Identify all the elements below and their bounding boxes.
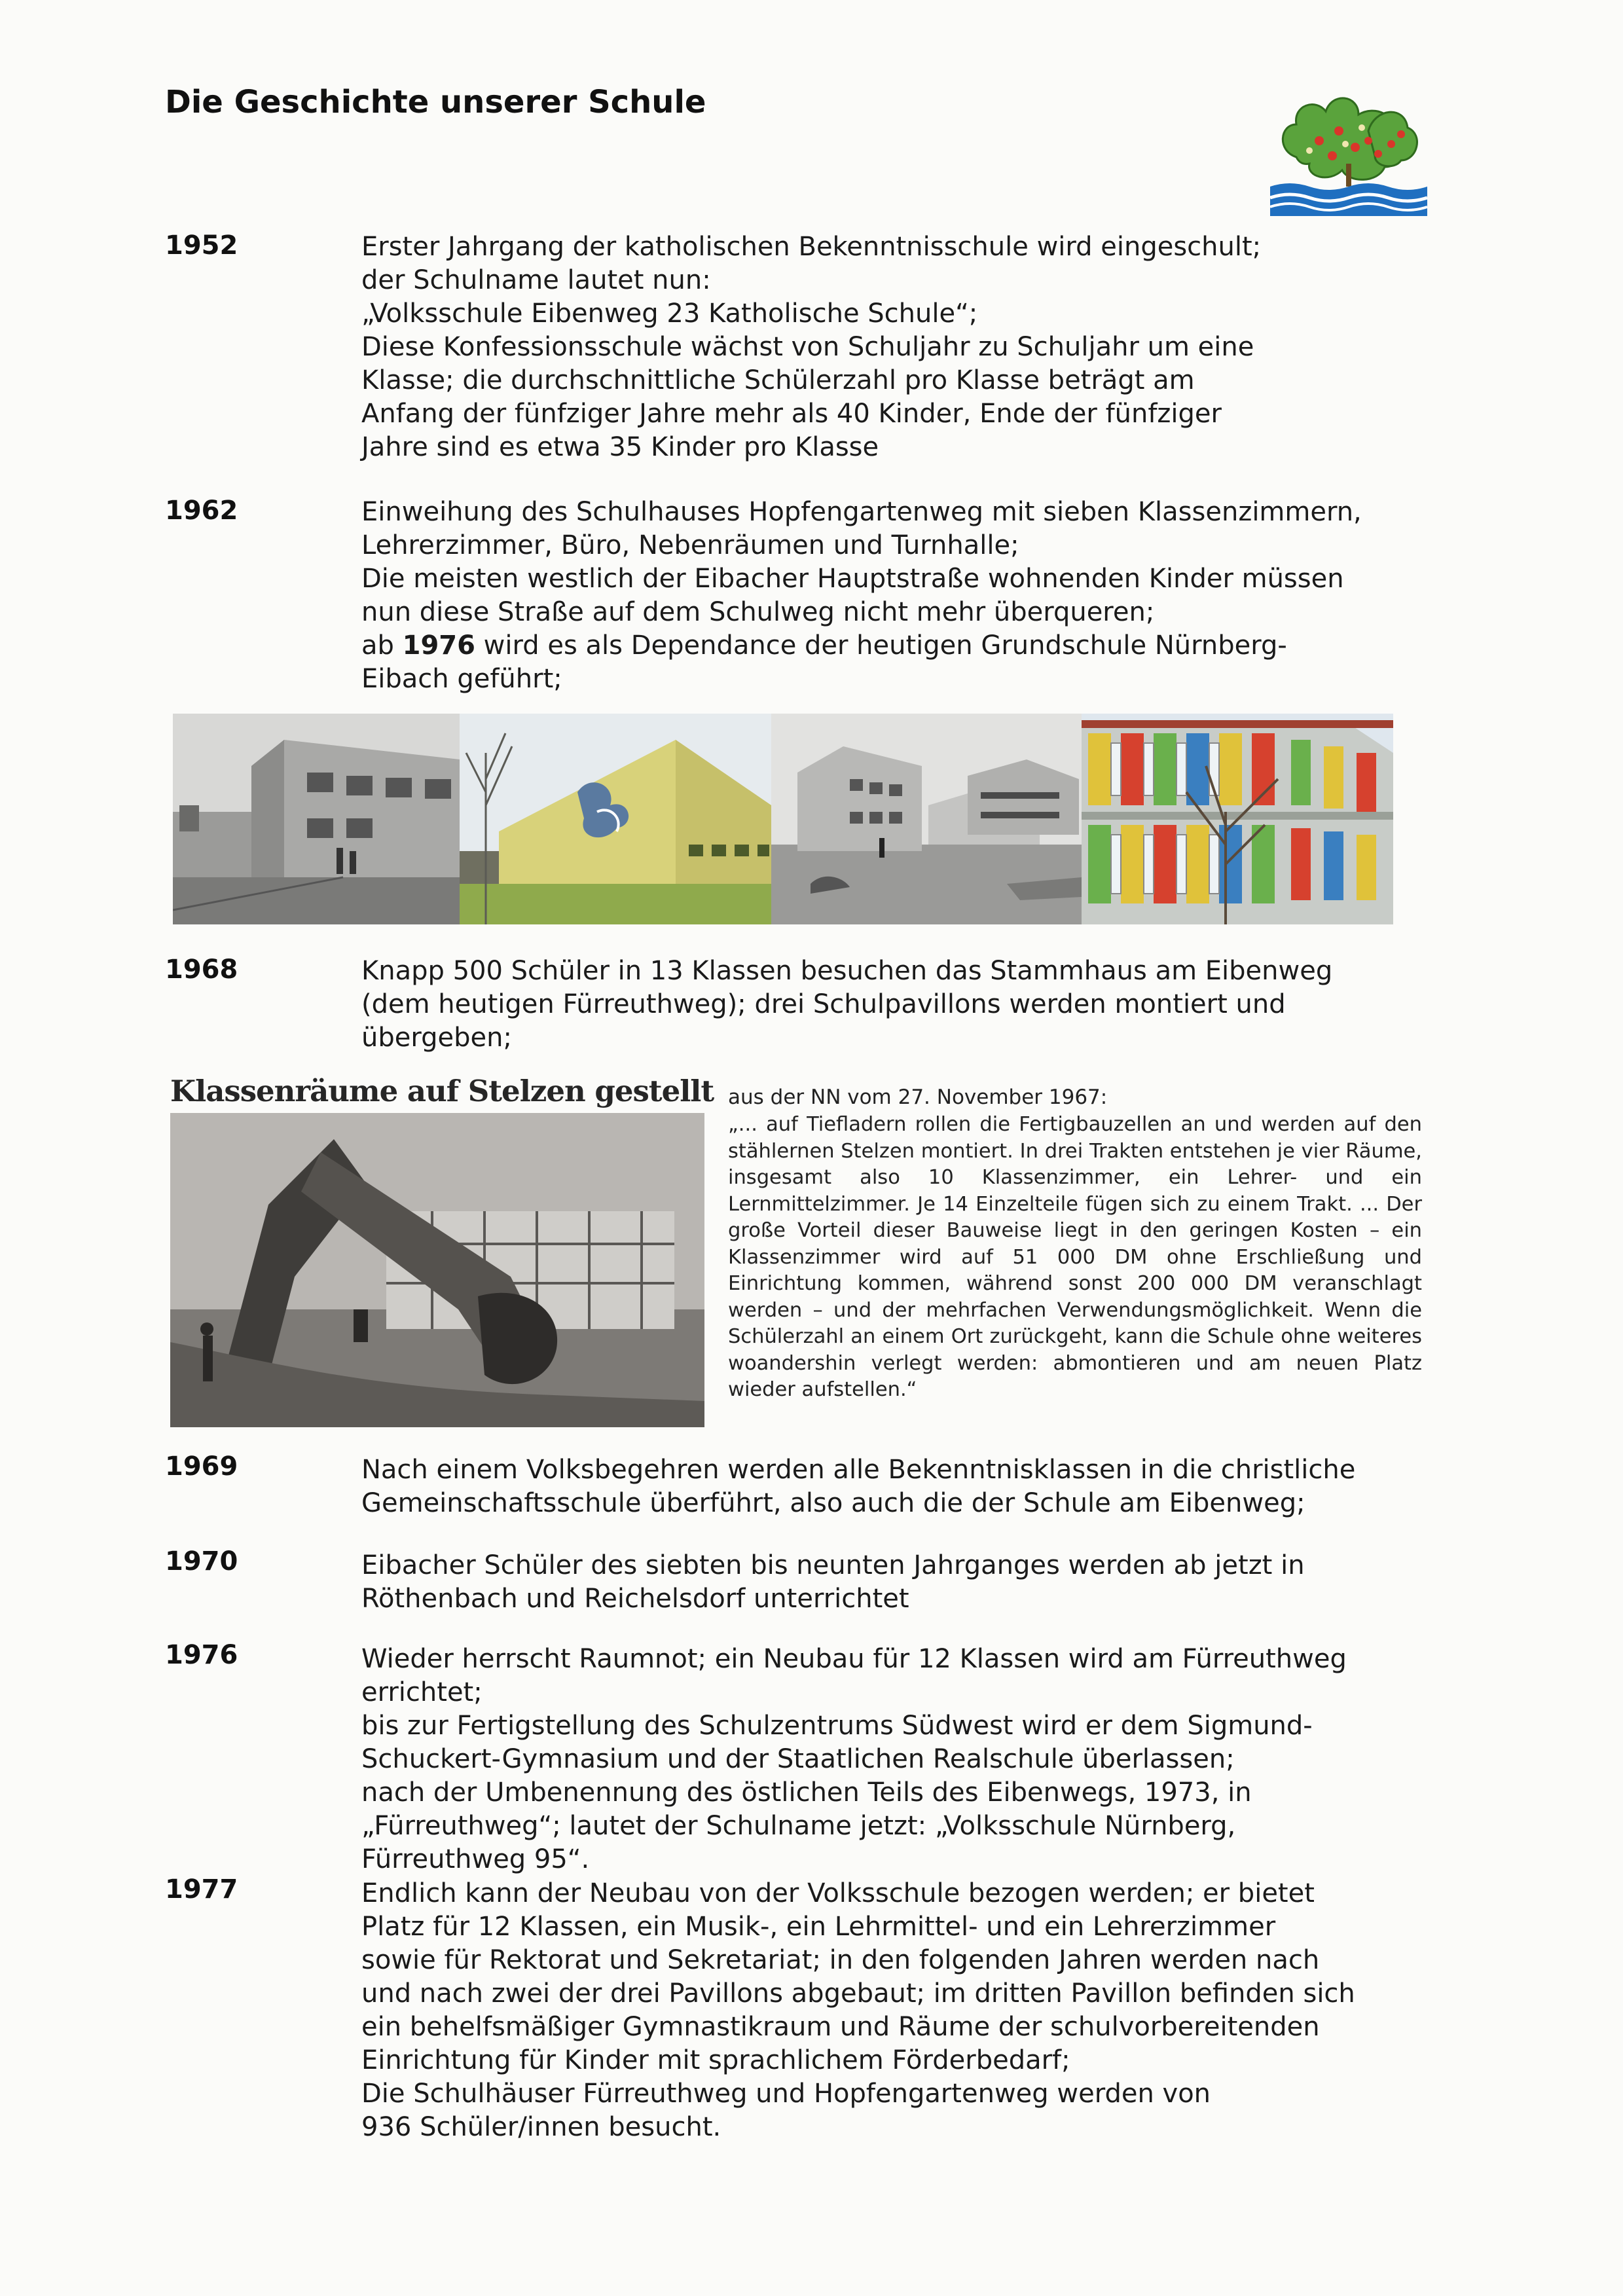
bold-year: 1976 [402, 630, 475, 661]
entry-line: „Volksschule Eibenweg 23 Katholische Schule“; [361, 299, 978, 329]
entry-line: nun diese Straße auf dem Schulweg nicht mehr überqueren; [361, 597, 1155, 627]
entry-line: (dem heutigen Fürreuthweg); drei Schulpavillons werden montiert und [361, 989, 1286, 1019]
entry-1976-text [361, 1643, 1422, 1876]
entry-line: Schuckert-Gymnasium und der Staatlichen Realschule überlassen; [361, 1744, 1235, 1774]
entry-line [361, 629, 1422, 663]
tree-on-water-logo-icon [1270, 79, 1427, 216]
entry-line: Gemeinschaftsschule überführt, also auch die der Schule am Eibenweg; [361, 1488, 1305, 1518]
entry-line: 936 Schüler/innen besucht. [361, 2112, 721, 2142]
entry-1977-text [361, 1877, 1422, 2144]
entry-line: Wieder herrscht Raumnot; ein Neubau für 12 Klassen wird am Fürreuthweg [361, 1644, 1347, 1674]
entry-line: Erster Jahrgang der katholischen Bekenntnisschule wird eingeschult; [361, 232, 1262, 262]
entry-1968-text [361, 955, 1422, 1055]
entry-line: bis zur Fertigstellung des Schulzentrums Südwest wird er dem Sigmund- [361, 1711, 1313, 1741]
entry-line: Klasse; die durchschnittliche Schülerzahl pro Klasse beträgt am [361, 365, 1195, 395]
entry-line: ein behelfsmäßiger Gymnastikraum und Räume der schulvorbereitenden [361, 2012, 1320, 2042]
entry-line: Eibach geführt; [361, 664, 562, 694]
entry-line: und nach zwei der drei Pavillons abgebaut; im dritten Pavillon befinden sich [361, 1978, 1355, 2009]
entry-line: Einweihung des Schulhauses Hopfengartenweg mit sieben Klassenzimmern, [361, 497, 1362, 527]
entry-line: Fürreuthweg 95“. [361, 1844, 590, 1874]
entry-line: Eibacher Schüler des siebten bis neunten Jahrganges werden ab jetzt in [361, 1550, 1305, 1580]
entry-line: errichtet; [361, 1677, 483, 1707]
entry-line: Endlich kann der Neubau von der Volksschule bezogen werden; er bietet [361, 1878, 1315, 1908]
entry-1962-text [361, 496, 1422, 696]
entry-line: Einrichtung für Kinder mit sprachlichem Förderbedarf; [361, 2045, 1070, 2075]
year-1952: 1952 [165, 230, 238, 261]
entry-line: übergeben; [361, 1023, 512, 1053]
year-1962: 1962 [165, 496, 238, 526]
entry-1970-text [361, 1549, 1422, 1616]
year-1977: 1977 [165, 1874, 238, 1904]
school-facade-mural-photo [460, 714, 771, 924]
entry-line: der Schulname lautet nun: [361, 265, 711, 295]
school-campus-bw-photo [771, 714, 1082, 924]
entry-line: Knapp 500 Schüler in 13 Klassen besuchen das Stammhaus am Eibenweg [361, 956, 1333, 986]
entry-line: Die Schulhäuser Fürreuthweg und Hopfengartenweg werden von [361, 2079, 1211, 2109]
quote-body: „... auf Tiefladern rollen die Fertigbauzellen an und werden auf den stählernen Stelzen montiert. In drei Trakten entstehen je vier Räume, insgesamt also 10 Klassenzimmer, ein Lehrer- und ein Lernmittelzimmer. Je 14 Einzelteile fügen sich zu einem Trakt. ... Der große Vorteil dieser Bauweise liegt in den geringen Kosten – ein Klassenzimmer wird auf 51 000 DM ohne Erschließung und Einrichtung kommen, während sonst 200 000 DM veranschlagt werden – und der mehrfachen Verwendungsmöglichkeit. Wenn die Schülerzahl an einem Ort zurückgeht, kann die Schule ohne weiteres woandershin verlegt werden: abmontieren und am neuen Platz wieder aufstellen.“ [728, 1113, 1422, 1401]
entry-line: nach der Umbenennung des östlichen Teils des Eibenwegs, 1973, in [361, 1777, 1252, 1808]
quote-source: aus der NN vom 27. November 1967: [728, 1085, 1108, 1109]
entry-line-suffix: wird es als Dependance der heutigen Grundschule Nürnberg- [475, 630, 1287, 661]
excavator-construction-photo [170, 1113, 704, 1427]
entry-line: Diese Konfessionsschule wächst von Schuljahr zu Schuljahr um eine [361, 332, 1254, 362]
entry-1969-text [361, 1453, 1422, 1520]
colorful-school-facade-photo [1082, 714, 1393, 924]
year-1968: 1968 [165, 955, 238, 985]
year-1970: 1970 [165, 1546, 238, 1576]
entry-1952-text [361, 230, 1422, 464]
entry-line: Platz für 12 Klassen, ein Musik-, ein Lehrmittel- und ein Lehrerzimmer [361, 1912, 1276, 1942]
entry-line: sowie für Rektorat und Sekretariat; in den folgenden Jahren werden nach [361, 1945, 1320, 1975]
page-title: Die Geschichte unserer Schule [165, 84, 706, 120]
entry-line: „Fürreuthweg“; lautet der Schulname jetzt: „Volksschule Nürnberg, [361, 1811, 1236, 1841]
entry-line-prefix: ab [361, 630, 403, 661]
newspaper-quote [728, 1084, 1422, 1404]
school-building-bw-photo [173, 714, 460, 924]
entry-line: Lehrerzimmer, Büro, Nebenräumen und Turnhalle; [361, 530, 1019, 560]
year-1969: 1969 [165, 1451, 238, 1482]
clipping-headline: Klassenräume auf Stelzen gestellt [170, 1074, 714, 1108]
entry-line: Jahre sind es etwa 35 Kinder pro Klasse [361, 432, 879, 462]
entry-line: Röthenbach und Reichelsdorf unterrichtet [361, 1584, 909, 1614]
year-1976: 1976 [165, 1640, 238, 1670]
entry-line: Anfang der fünfziger Jahre mehr als 40 Kinder, Ende der fünfziger [361, 399, 1222, 429]
entry-line: Nach einem Volksbegehren werden alle Bekenntnisklassen in die christliche [361, 1455, 1356, 1485]
entry-line: Die meisten westlich der Eibacher Hauptstraße wohnenden Kinder müssen [361, 564, 1344, 594]
newspaper-clipping [170, 1074, 714, 1427]
